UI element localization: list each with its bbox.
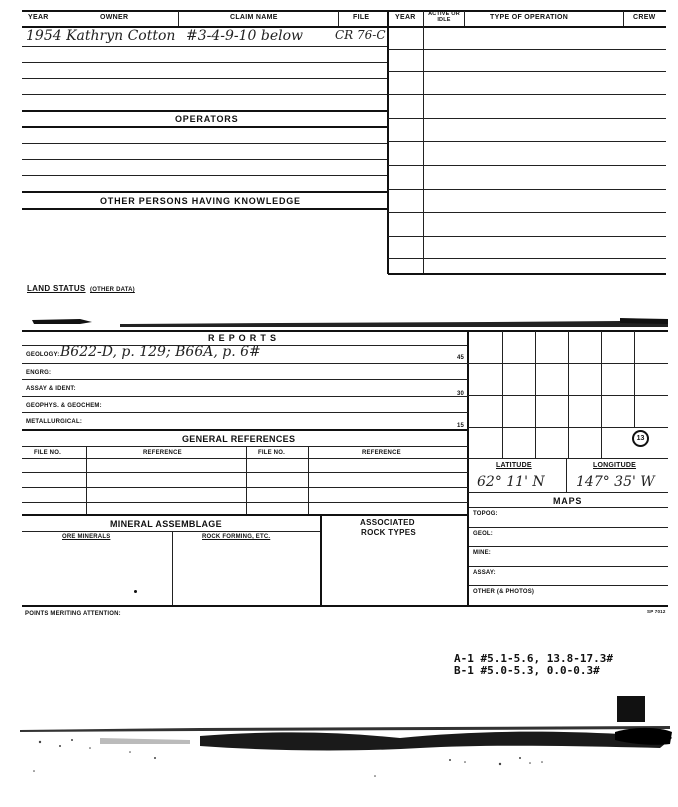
land-status-title: LAND STATUS (OTHER DATA) [27,284,135,293]
report-label: GEOPHYS. & GEOCHEM: [26,403,102,409]
reference-col1: REFERENCE [143,450,182,456]
assoc-rock-line1: ASSOCIATED [360,518,415,527]
report-label: METALLURGICAL: [26,419,83,425]
scan-noise-band [20,718,675,778]
map-other: OTHER (& PHOTOS) [473,589,535,595]
ore-minerals-header: ORE MINERALS [62,534,111,540]
crew-header: CREW [633,14,656,21]
maps-title: MAPS [553,496,583,506]
ink-dot [134,590,137,593]
form-code: SP 7012 [647,609,666,614]
year2-header: YEAR [395,14,416,21]
file-entry: CR 76-C [335,28,386,42]
note-line-2: B-1 #5.0-5.3, 0.0-0.3# [454,664,600,677]
longitude-label: LONGITUDE [593,462,637,469]
operators-title: OPERATORS [175,114,239,124]
reports-title: R E P O R T S [208,333,277,343]
latitude-label: LATITUDE [496,462,532,469]
latitude-value: 62° 11' N [477,474,545,490]
file-no-col2: FILE NO. [258,450,285,456]
map-assay: ASSAY: [473,570,496,576]
owner-entry: 1954 Kathryn Cotton [26,28,176,44]
operation-type-header: TYPE OF OPERATION [490,14,569,21]
section-number-badge: 13 [632,430,649,447]
report-label: ASSAY & IDENT: [26,386,76,392]
longitude-value: 147° 35' W [576,474,655,490]
report-num: 45 [457,355,465,361]
report-label: GEOLOGY: [26,352,60,358]
others-title: OTHER PERSONS HAVING KNOWLEDGE [100,196,301,206]
map-geol: GEOL: [473,531,493,537]
owner-header: OWNER [100,14,129,21]
assoc-rock-line2: ROCK TYPES [361,528,417,537]
year-header: YEAR [28,14,49,21]
note-line-1: A-1 #5.1-5.6, 13.8-17.3# [454,652,613,665]
rock-forming-header: ROCK FORMING, ETC. [202,534,271,540]
points-meriting-attention: POINTS MERITING ATTENTION: [25,611,121,617]
report-num: 30 [457,391,465,397]
mineral-assemblage-title: MINERAL ASSEMBLAGE [110,519,222,529]
report-value: B622-D, p. 129; B66A, p. 6# [60,344,261,360]
report-num: 15 [457,423,465,429]
map-topog: TOPOG: [473,511,498,517]
claim-name-header: CLAIM NAME [230,14,278,21]
report-label: ENGRG: [26,370,52,376]
general-references-title: GENERAL REFERENCES [182,434,296,444]
file-no-col1: FILE NO. [34,450,61,456]
file-header: FILE [353,14,370,21]
map-mine: MINE: [473,550,491,556]
claim-name-entry: #3-4-9-10 below [186,28,304,44]
reference-col2: REFERENCE [362,450,401,456]
active-idle-header: ACTIVE OR IDLE [428,11,460,23]
